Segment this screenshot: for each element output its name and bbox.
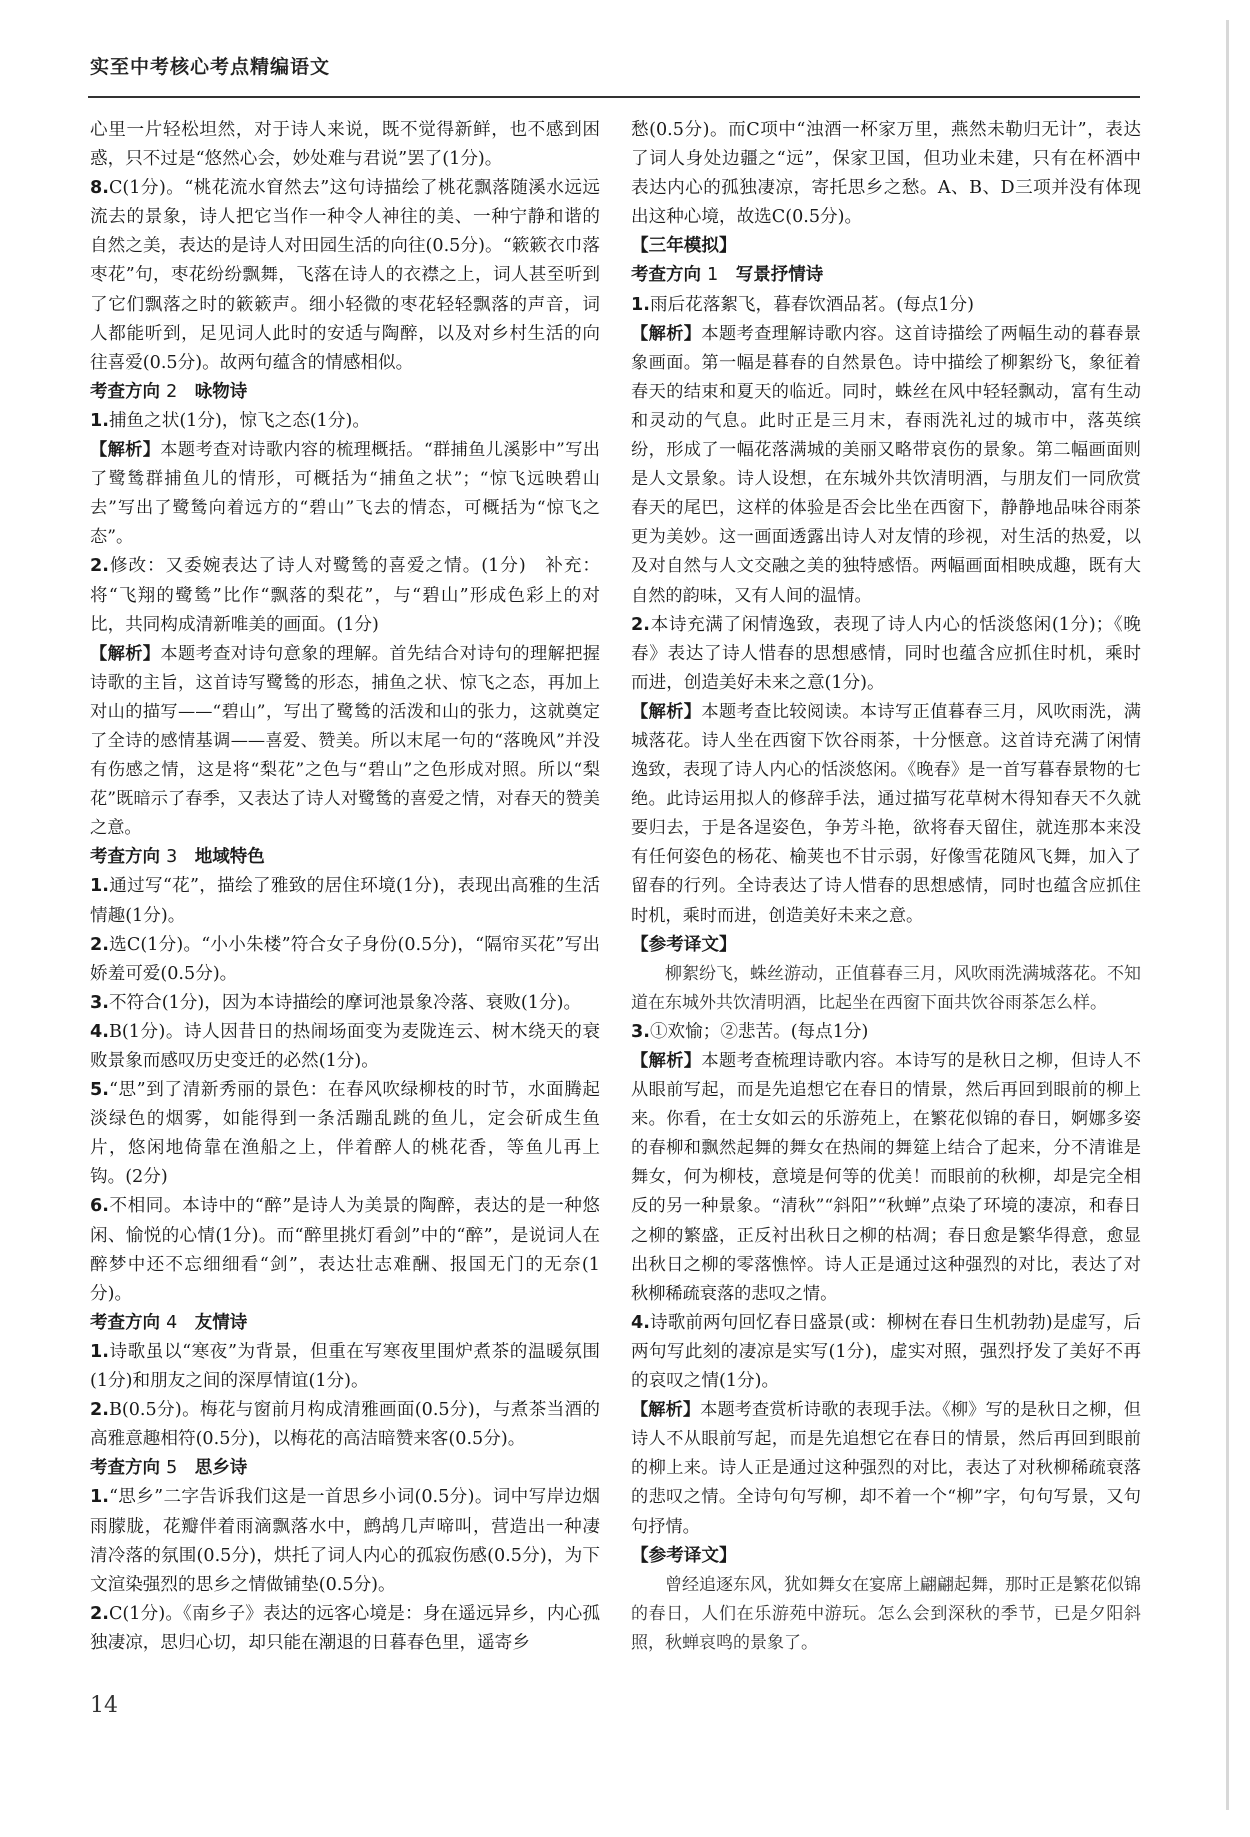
analysis-paragraph: [90, 640, 600, 844]
answer-item: [90, 931, 600, 989]
page-edge-shadow: [1226, 20, 1229, 1810]
item-text: B(1分)。诗人因昔日的热闹场面变为麦陇连云、树木绕天的衰败景象而感叹历史变迁的必然(1分)。: [90, 1021, 600, 1071]
item-number: 3.: [90, 992, 109, 1013]
item-number: 2.: [90, 1400, 109, 1421]
item-text: C(1分)。《南乡子》表达的远客心境是：身在遥远异乡，内心孤独凄凉，思归心切，却只能在潮退的日暮春色里，遥寄乡: [90, 1603, 600, 1653]
item-text: 捕鱼之状(1分)，惊飞之态(1分)。: [108, 410, 370, 431]
block-heading: 【参考译文】: [631, 1545, 737, 1566]
answer-item: [90, 1076, 600, 1192]
answer-item: [631, 611, 1141, 698]
item-text: 不相同。本诗中的“醉”是诗人为美景的陶醉，表达的是一种悠闲、愉悦的心情(1分)。而“醉里挑灯看剑”中的“醉”，是说词人在醉梦中还不忘细细看“剑”，表达壮志难酬、报国无门的无奈(1分)。: [90, 1196, 600, 1304]
answer-item: [631, 1309, 1141, 1396]
section-name: 咏物诗: [194, 381, 248, 402]
section-number: 2: [166, 381, 178, 402]
analysis-paragraph: [90, 436, 600, 552]
analysis-label: 【解析】: [90, 440, 161, 461]
item-text: 选C(1分)。“小小朱楼”符合女子身份(0.5分)，“隔帘买花”写出娇羞可爱(0.5分)。: [90, 934, 600, 984]
section-heading: [90, 1454, 600, 1483]
item-text: ①欢愉；②悲苦。(每点1分): [649, 1021, 869, 1042]
analysis-paragraph: [631, 1396, 1141, 1541]
item-number: 1.: [90, 410, 109, 431]
section-number: 4: [166, 1312, 178, 1333]
section-label: 考查方向: [90, 1458, 160, 1479]
answer-item: [90, 407, 600, 436]
answer-item: [90, 1396, 600, 1454]
item-text: 愁(0.5分)。而C项中“浊酒一杯家万里，燕然未勒归无计”，表达了词人身处边疆之“远”，保家卫国，但功业未建，只有在杯酒中表达内心的孤独凄凉，寄托思乡之愁。A、B、D三项并没有体现出这种心境，故选C(0.5分)。: [631, 120, 1141, 228]
answer-item: [90, 1018, 600, 1076]
section-number: 5: [166, 1458, 178, 1479]
section-label: 考查方向: [631, 265, 701, 286]
item-number: 2.: [90, 934, 109, 955]
item-text: 不符合(1分)，因为本诗描绘的摩诃池景象冷落、衰败(1分)。: [108, 992, 582, 1013]
analysis-paragraph: [631, 320, 1141, 611]
item-number: 2.: [90, 1603, 109, 1624]
right-column: [631, 116, 1141, 1658]
answer-text: [90, 116, 600, 174]
item-text: C(1分)。“桃花流水窅然去”这句诗描绘了桃花飘落随溪水远远流去的景象，诗人把它当作一种令人神往的美、一种宁静和谐的自然之美，表达的是诗人对田园生活的向往(0.5分)。“簌簌衣巾落枣花”句，枣花纷纷飘舞，飞落在诗人的衣襟之上，词人甚至听到了它们飘落之时的簌簌声。细小轻微的枣花轻轻飘落的声音，词人都能听到，足见词人此时的安适与陶醉，以及对乡村生活的向往喜爱(0.5分)。故两句蕴含的情感相似。: [90, 178, 600, 373]
item-number: 1.: [631, 294, 650, 315]
analysis-label: 【解析】: [90, 643, 161, 664]
item-text: 心里一片轻松坦然，对于诗人来说，既不觉得新鲜，也不感到困惑，只不过是“悠然心会，妙处难与君说”罢了(1分)。: [90, 120, 600, 170]
item-text: 通过写“花”，描绘了雅致的居住环境(1分)，表现出高雅的生活情趣(1分)。: [90, 876, 600, 926]
page-number: 14: [90, 1693, 118, 1718]
analysis-text: 本题考查比较阅读。本诗写正值暮春三月，风吹雨洗，满城落花。诗人坐在西窗下饮谷雨茶，十分惬意。这首诗充满了闲情逸致，表现了诗人内心的恬淡悠闲。《晚春》是一首写暮春景物的七绝。此诗运用拟人的修辞手法，通过描写花草树木得知春天不久就要归去，于是各逞姿色，争芳斗艳，欲将春天留住，就连那本来没有任何姿色的杨花、榆荚也不甘示弱，好像雪花随风飞舞，加入了留春的行列。全诗表达了诗人惜春的思想感情，同时也蕴含应抓住时机，乘时而进，创造美好未来之意。: [631, 701, 1141, 926]
section-label: 考查方向: [90, 381, 160, 402]
answer-item: [90, 872, 600, 930]
item-number: 1.: [90, 1487, 109, 1508]
item-text: 雨后花落絮飞，暮春饮酒品茗。(每点1分): [649, 294, 974, 315]
section-heading: [90, 378, 600, 407]
analysis-text: 本题考查赏析诗歌的表现手法。《柳》写的是秋日之柳，但诗人不从眼前写起，而是先追想它在春日的情景，然后再回到眼前的柳上来。诗人正是通过这种强烈的对比，表达了对秋柳稀疏衰落的悲叹之情。全诗句句写柳，却不着一个“柳”字，句句写景，又句句抒情。: [631, 1400, 1141, 1537]
analysis-label: 【解析】: [631, 1051, 702, 1071]
item-number: 3.: [631, 1021, 650, 1042]
item-number: 5.: [90, 1080, 109, 1101]
block-heading: 【参考译文】: [631, 934, 737, 955]
section-heading: [631, 261, 1141, 290]
item-number: 6.: [90, 1196, 109, 1217]
answer-item: [90, 1600, 600, 1658]
analysis-text: 本题考查理解诗歌内容。这首诗描绘了两幅生动的暮春景象画面。第一幅是暮春的自然景色。诗中描绘了柳絮纷飞，象征着春天的结束和夏天的临近。同时，蛛丝在风中轻轻飘动，富有生动和灵动的气息。此时正是三月末，春雨洗礼过的城市中，落英缤纷，形成了一幅花落满城的美丽又略带哀伤的景象。第二幅画面则是人文景象。诗人设想，在东城外共饮清明酒，与朋友们一同欣赏春天的尾巴，这样的体验是否会比坐在西窗下，静静地品味谷雨茶更为美妙。这一画面透露出诗人对友情的珍视，对生活的热爱，以及对自然与人文交融之美的独特感悟。两幅画面相映成趣，既有大自然的韵味，又有人间的温情。: [631, 323, 1141, 606]
section-number: 3: [166, 847, 178, 868]
answer-item: [90, 1338, 600, 1396]
left-column: [90, 116, 600, 1658]
section-name: 写景抒情诗: [735, 265, 824, 286]
translation-text: 曾经追逐东风，犹如舞女在宴席上翩翩起舞，那时正是繁花似锦的春日，人们在乐游苑中游玩。怎么会到深秋的季节，已是夕阳斜照，秋蝉哀鸣的景象了。: [631, 1574, 1141, 1653]
item-number: 8.: [90, 178, 109, 199]
answer-item: [90, 552, 600, 639]
item-text: 修改：又委婉表达了诗人对鹭鸶的喜爱之情。(1分) 补充：将“飞翔的鹭鸶”比作“飘落的梨花”，与“碧山”形成色彩上的对比，共同构成清新唯美的画面。(1分): [90, 556, 600, 635]
answer-text: [631, 116, 1141, 232]
item-number: 2.: [90, 556, 109, 577]
item-number: 2.: [631, 614, 650, 635]
answer-item: [90, 1192, 600, 1308]
analysis-label: 【解析】: [631, 323, 702, 344]
analysis-text: 本题考查对诗句意象的理解。首先结合对诗句的理解把握诗歌的主旨，这首诗写鹭鸶的形态，捕鱼之状、惊飞之态，再加上对山的描写——“碧山”，写出了鹭鸶的活泼和山的张力，这就奠定了全诗的感情基调——喜爱、赞美。所以末尾一句的“落晚风”并没有伤感之情，这是将“梨花”之色与“碧山”之色形成对照。所以“梨花”既暗示了春季，又表达了诗人对鹭鸶的喜爱之情，对春天的赞美之意。: [90, 643, 600, 839]
translation-text: 柳絮纷飞，蛛丝游动，正值暮春三月，风吹雨洗满城落花。不知道在东城外共饮清明酒，比起坐在西窗下面共饮谷雨茶怎么样。: [631, 963, 1141, 1013]
header-rule: [88, 96, 1140, 98]
book-title-header: 实至中考核心考点精编语文: [90, 56, 331, 78]
answer-item: [631, 1018, 1141, 1047]
item-text: “思乡”二字告诉我们这是一首思乡小词(0.5分)。词中写岸边烟雨朦胧，花瓣伴着雨滴飘落水中，鹧鸪几声啼叫，营造出一种凄清冷落的氛围(0.5分)，烘托了词人内心的孤寂伤感(0.5分)，为下文渲染强烈的思乡之情做铺垫(0.5分)。: [90, 1487, 600, 1595]
answer-item: [631, 291, 1141, 320]
item-text: 诗歌前两句回忆春日盛景(或：柳树在春日生机勃勃)是虚写，后两句写此刻的凄凉是实写(1分)，虚实对照，强烈抒发了美好不再的哀叹之情(1分)。: [631, 1312, 1141, 1392]
item-text: B(0.5分)。梅花与窗前月构成清雅画面(0.5分)，与煮茶当酒的高雅意趣相符(0.5分)，以梅花的高洁暗赞来客(0.5分)。: [90, 1400, 600, 1450]
section-label: 考查方向: [90, 847, 160, 868]
section-number: 1: [707, 265, 719, 286]
section-name: 思乡诗: [194, 1458, 248, 1479]
item-text: 诗歌虽以“寒夜”为背景，但重在写寒夜里围炉煮茶的温暖氛围(1分)和朋友之间的深厚情谊(1分)。: [90, 1341, 600, 1392]
analysis-text: 本题考查梳理诗歌内容。本诗写的是秋日之柳，但诗人不从眼前写起，而是先追想它在春日的情景，然后再回到眼前的柳上来。你看，在士女如云的乐游苑上，在繁花似锦的春日，婀娜多姿的春柳和飘然起舞的舞女在热闹的舞筵上结合了起来，分不清谁是舞女，何为柳枝，意境是何等的优美！而眼前的秋柳，却是完全相反的另一种景象。“清秋”“斜阳”“秋蝉”点染了环境的凄凉，和春日之柳的繁盛，正反衬出秋日之柳的枯凋；春日愈是繁华得意，愈显出秋日之柳的零落憔悴。诗人正是通过这种强烈的对比，表达了对秋柳稀疏衰落的悲叹之情。: [631, 1051, 1141, 1304]
section-name: 地域特色: [194, 847, 265, 868]
section-label: 考查方向: [90, 1312, 160, 1333]
section-heading: [90, 843, 600, 872]
item-text: 本诗充满了闲情逸致，表现了诗人内心的恬淡悠闲(1分)；《晚春》表达了诗人惜春的思想感情，同时也蕴含应抓住时机，乘时而进，创造美好未来之意(1分)。: [631, 614, 1141, 693]
analysis-paragraph: [631, 1047, 1141, 1309]
item-number: 4.: [90, 1021, 109, 1042]
answer-item: [90, 989, 600, 1018]
analysis-label: 【解析】: [631, 701, 702, 722]
analysis-label: 【解析】: [631, 1400, 701, 1421]
section-name: 友情诗: [194, 1312, 248, 1333]
block-heading: 【三年模拟】: [631, 236, 737, 257]
answer-item: [90, 1483, 600, 1599]
item-number: 4.: [631, 1312, 650, 1333]
item-number: 1.: [90, 1341, 109, 1362]
analysis-paragraph: [631, 698, 1141, 931]
item-text: “思”到了清新秀丽的景色：在春风吹绿柳枝的时节，水面腾起淡绿色的烟雾，如能得到一条活蹦乱跳的鱼儿，定会斫成生鱼片，悠闲地倚靠在渔船之上，伴着醉人的桃花香，等鱼儿再上钩。(2分): [90, 1080, 600, 1188]
item-number: 1.: [90, 876, 109, 897]
answer-item: [90, 174, 600, 378]
section-heading: [90, 1309, 600, 1338]
analysis-text: 本题考查对诗歌内容的梳理概括。“群捕鱼儿溪影中”写出了鹭鸶群捕鱼儿的情形，可概括为“捕鱼之状”；“惊飞远映碧山去”写出了鹭鸶向着远方的“碧山”飞去的情态，可概括为“惊飞之态”。: [90, 440, 600, 548]
